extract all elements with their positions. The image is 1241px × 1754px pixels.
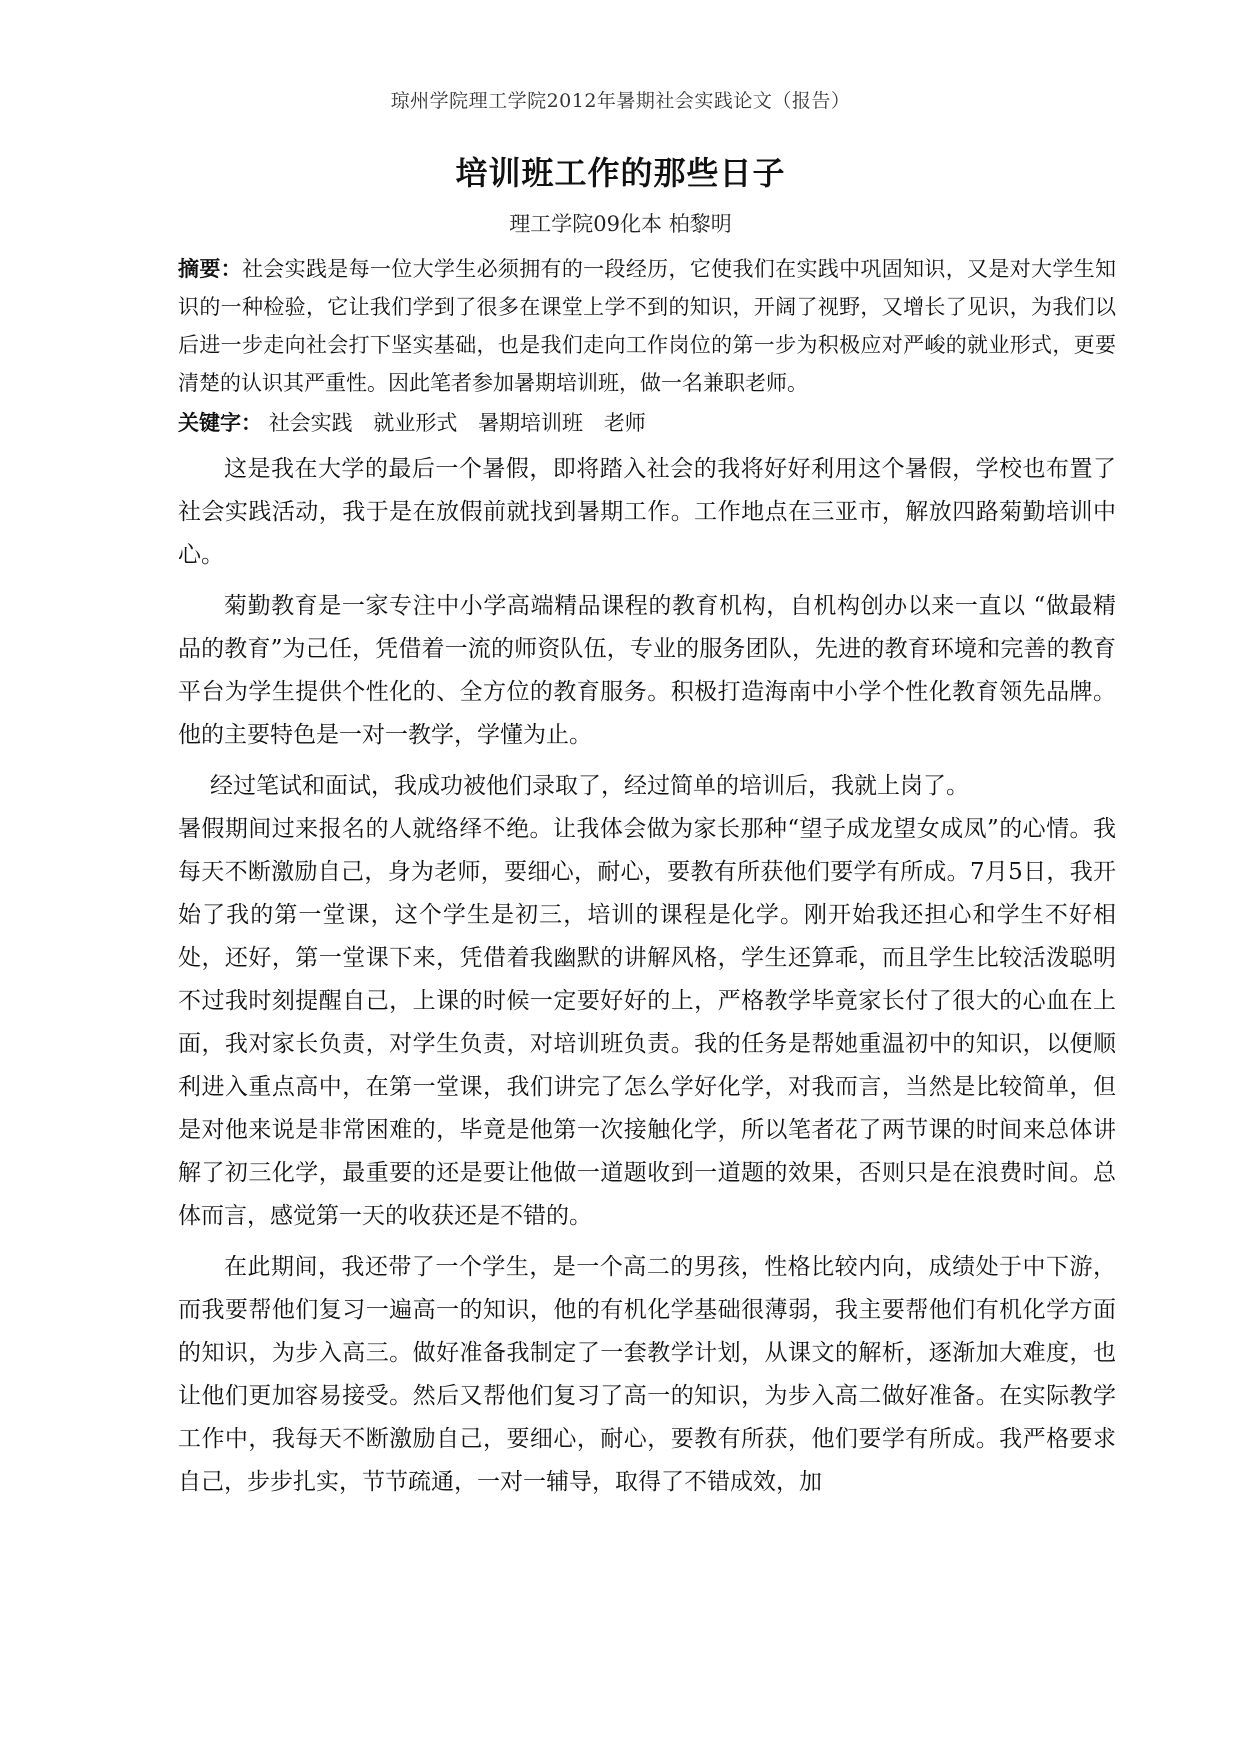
document-title: 培训班工作的那些日子 <box>455 154 786 192</box>
abstract-label: 摘要： <box>178 257 242 281</box>
keywords <box>178 404 1116 442</box>
author-line: 理工学院09化本 柏黎明 <box>509 212 732 236</box>
body-paragraph: 暑假期间过来报名的人就络绎不绝。让我体会做为家长那种“望子成龙望女成凤”的心情。我每天不断激励自己，身为老师，要细心，耐心，要教有所获他们要学有所成。7月5日，我开始了我的第一堂课，这个学生是初三，培训的课程是化学。刚开始我还担心和学生不好相处，还好，第一堂课下来，凭借着我幽默的讲解风格，学生还算乖，而且学生比较活泼聪明不过我时刻提醒自己，上课的时候一定要好好的上，严格教学毕竟家长付了很大的心血在上面，我对家长负责，对学生负责，对培训班负责。我的任务是帮她重温初中的知识，以便顺利进入重点高中，在第一堂课，我们讲完了怎么学好化学，对我而言，当然是比较简单，但是对他来说是非常困难的，毕竟是他第一次接触化学，所以笔者花了两节课的时间来总体讲解了初三化学，最重要的还是要让他做一道题收到一道题的效果，否则只是在浪费时间。总体而言，感觉第一天的收获还是不错的。 <box>178 816 1116 1229</box>
abstract <box>178 250 1116 402</box>
keyword-item: 老师 <box>603 411 646 435</box>
body-paragraph: 菊勤教育是一家专注中小学高端精品课程的教育机构，自机构创办以来一直以 “做最精品的教育”为己任，凭借着一流的师资队伍，专业的服务团队，先进的教育环境和完善的教育平台为学生提供个性化的、全方位的教育服务。积极打造海南中小学个性化教育领先品牌。他的主要特色是一对一教学，学懂为止。 <box>178 593 1116 748</box>
keyword-item: 暑期培训班 <box>478 411 584 435</box>
document-body <box>178 250 1116 1512</box>
abstract-text: 社会实践是每一位大学生必须拥有的一段经历，它使我们在实践中巩固知识，又是对大学生知识的一种检验，它让我们学到了很多在课堂上学不到的知识，开阔了视野，又增长了见识，为我们以后进一步走向社会打下坚实基础，也是我们走向工作岗位的第一步为积极应对严峻的就业形式，更要清楚的认识其严重性。因此笔者参加暑期培训班，做一名兼职老师。 <box>178 257 1117 395</box>
page-header: 琼州学院理工学院2012年暑期社会实践论文（报告） <box>390 90 851 112</box>
keywords-label: 关键字： <box>178 411 262 435</box>
body-paragraph: 在此期间，我还带了一个学生，是一个高二的男孩，性格比较内向，成绩处于中下游，而我要帮他们复习一遍高一的知识，他的有机化学基础很薄弱，我主要帮他们有机化学方面的知识，为步入高三。做好准备我制定了一套教学计划，从课文的解析，逐渐加大难度，也让他们更加容易接受。然后又帮他们复习了高一的知识，为步入高二做好准备。在实际教学工作中，我每天不断激励自己，要细心，耐心，要教有所获，他们要学有所成。我严格要求自己，步步扎实，节节疏通，一对一辅导，取得了不错成效，加 <box>178 1254 1116 1495</box>
keyword-item: 社会实践 <box>268 411 353 435</box>
body-paragraph: 经过笔试和面试，我成功被他们录取了，经过简单的培训后，我就上岗了。 <box>210 773 969 799</box>
body-paragraph: 这是我在大学的最后一个暑假，即将踏入社会的我将好好利用这个暑假，学校也布置了社会实践活动，我于是在放假前就找到暑期工作。工作地点在三亚市，解放四路菊勤培训中心。 <box>178 456 1116 568</box>
keyword-item: 就业形式 <box>373 411 458 435</box>
